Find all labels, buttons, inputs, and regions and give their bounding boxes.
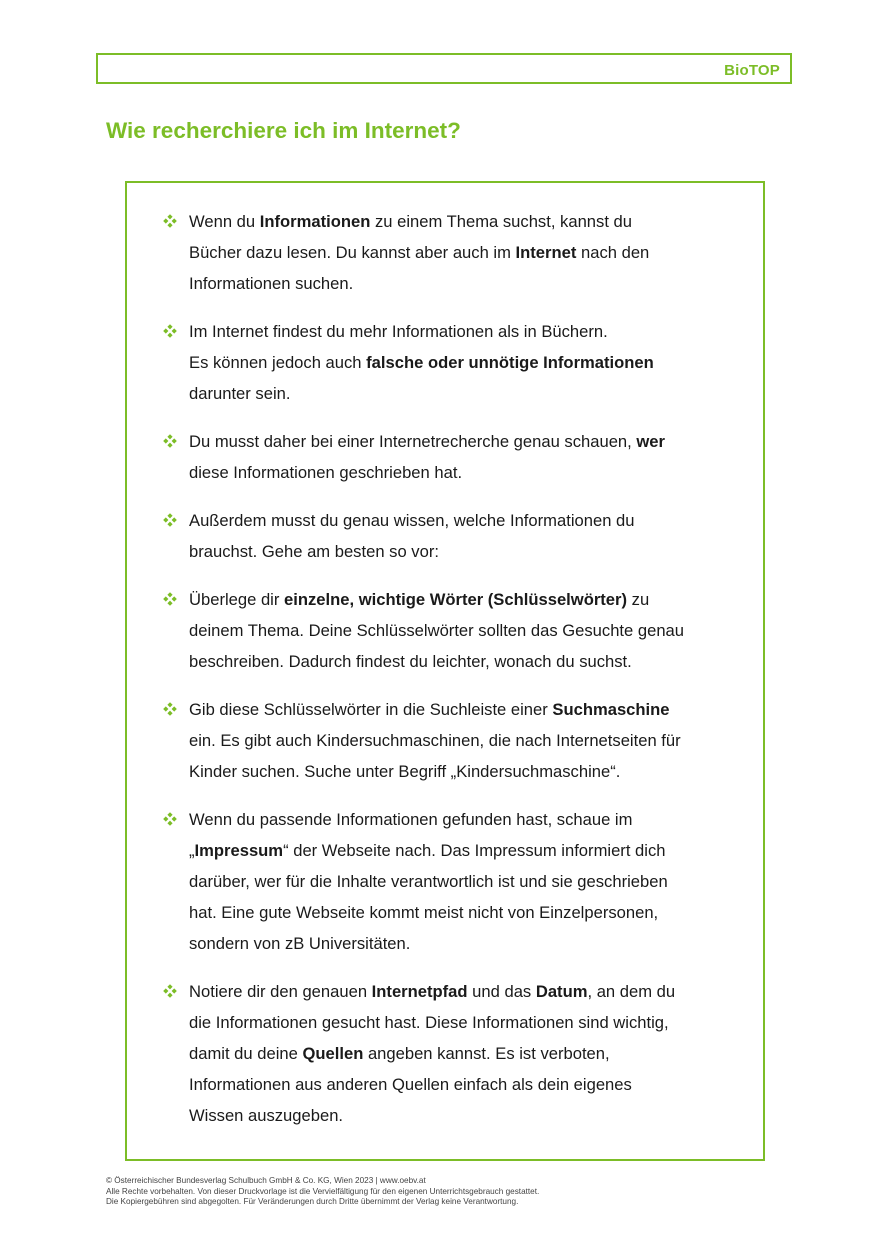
- bullet-text: [189, 590, 684, 671]
- bullet-list: [163, 206, 743, 1148]
- bold-term: wer: [636, 432, 665, 451]
- copyright-footer: [106, 1176, 539, 1208]
- text-run: brauchst. Gehe am besten so vor:: [189, 542, 439, 561]
- bullet-text: [189, 322, 654, 403]
- text-run: Überlege dir: [189, 590, 285, 609]
- bullet-text: [189, 982, 675, 1125]
- bold-term: Informationen: [259, 212, 371, 231]
- bold-term: Internetpfad: [371, 982, 468, 1001]
- four-diamond-icon: [163, 214, 177, 228]
- four-diamond-icon: [163, 702, 177, 716]
- text-run: Informationen aus anderen Quellen einfach als dein eigenes: [189, 1075, 632, 1094]
- text-run: diese Informationen geschrieben hat.: [189, 463, 463, 482]
- text-run: die Informationen gesucht hast. Diese Informationen sind wichtig,: [189, 1013, 669, 1032]
- four-diamond-icon: [163, 592, 177, 606]
- four-diamond-icon: [163, 434, 177, 448]
- bold-term: einzelne, wichtige Wörter (Schlüsselwörter): [284, 590, 628, 609]
- text-run: ein. Es gibt auch Kindersuchmaschinen, die nach Internetseiten für: [189, 731, 681, 750]
- bullet-item: [163, 426, 743, 488]
- bold-term: Quellen: [302, 1044, 364, 1063]
- bullet-item: [163, 584, 743, 677]
- bullet-text: [189, 432, 665, 482]
- footer-line-3: Die Kopiergebühren sind abgegolten. Für Veränderungen durch Dritte übernimmt der Verlag keine Verantwortung.: [106, 1197, 519, 1206]
- text-run: Notiere dir den genauen: [189, 982, 372, 1001]
- brand-label: BioTOP: [724, 62, 780, 79]
- text-run: Wenn du: [189, 212, 260, 231]
- bold-term: Suchmaschine: [552, 700, 670, 719]
- text-run: , an dem du: [587, 982, 676, 1001]
- text-run: Außerdem musst du genau wissen, welche Informationen du: [189, 511, 635, 530]
- four-diamond-icon: [163, 984, 177, 998]
- content-box: [125, 181, 765, 1161]
- text-run: Wenn du passende Informationen gefunden hast, schaue im: [189, 810, 633, 829]
- text-run: zu: [627, 590, 650, 609]
- bullet-item: [163, 316, 743, 409]
- text-run: darunter sein.: [189, 384, 291, 403]
- text-run: Gib diese Schlüsselwörter in die Suchleiste einer: [189, 700, 553, 719]
- text-run: Informationen suchen.: [189, 274, 354, 293]
- bullet-text: [189, 810, 668, 953]
- bullet-item: [163, 804, 743, 959]
- text-run: Es können jedoch auch: [189, 353, 367, 372]
- text-run: nach den: [576, 243, 650, 262]
- text-run: angeben kannst. Es ist verboten,: [363, 1044, 610, 1063]
- text-run: Wissen auszugeben.: [189, 1106, 344, 1125]
- bold-term: Datum: [535, 982, 588, 1001]
- text-run: deinem Thema. Deine Schlüsselwörter sollten das Gesuchte genau: [189, 621, 685, 640]
- text-run: Bücher dazu lesen. Du kannst aber auch im: [189, 243, 516, 262]
- text-run: hat. Eine gute Webseite kommt meist nicht von Einzelpersonen,: [189, 903, 659, 922]
- bullet-item: [163, 505, 743, 567]
- text-run: damit du deine: [189, 1044, 303, 1063]
- text-run: zu einem Thema suchst, kannst du: [370, 212, 633, 231]
- footer-line-2: Alle Rechte vorbehalten. Von dieser Druckvorlage ist die Vervielfältigung für den eigenen Unterrichtsgebrauch gestattet.: [106, 1186, 540, 1196]
- text-run: Im Internet findest du mehr Informationen als in Büchern.: [189, 322, 608, 341]
- bullet-item: [163, 206, 743, 299]
- header-bar: [96, 53, 792, 84]
- bold-term: Internet: [515, 243, 577, 262]
- text-run: Kinder suchen. Suche unter Begriff „Kindersuchmaschine“.: [189, 762, 621, 781]
- bullet-item: [163, 694, 743, 787]
- text-run: “ der Webseite nach. Das Impressum informiert dich: [283, 841, 666, 860]
- bullet-item: [163, 976, 743, 1131]
- text-run: darüber, wer für die Inhalte verantwortlich ist und sie geschrieben: [189, 872, 668, 891]
- bold-term: Impressum: [194, 841, 284, 860]
- four-diamond-icon: [163, 812, 177, 826]
- four-diamond-icon: [163, 324, 177, 338]
- text-run: und das: [467, 982, 536, 1001]
- page-title: Wie recherchiere ich im Internet?: [106, 118, 461, 143]
- footer-line-1: © Österreichischer Bundesverlag Schulbuch GmbH & Co. KG, Wien 2023 | www.oebv.at: [106, 1176, 426, 1185]
- bullet-text: [189, 212, 649, 293]
- text-run: „: [189, 841, 195, 860]
- text-run: Du musst daher bei einer Internetrecherche genau schauen,: [189, 432, 637, 451]
- text-run: sondern von zB Universitäten.: [189, 934, 411, 953]
- four-diamond-icon: [163, 513, 177, 527]
- bullet-text: [189, 511, 635, 561]
- bullet-text: [189, 700, 681, 781]
- bold-term: falsche oder unnötige Informationen: [366, 353, 654, 372]
- text-run: beschreiben. Dadurch findest du leichter, wonach du suchst.: [189, 652, 632, 671]
